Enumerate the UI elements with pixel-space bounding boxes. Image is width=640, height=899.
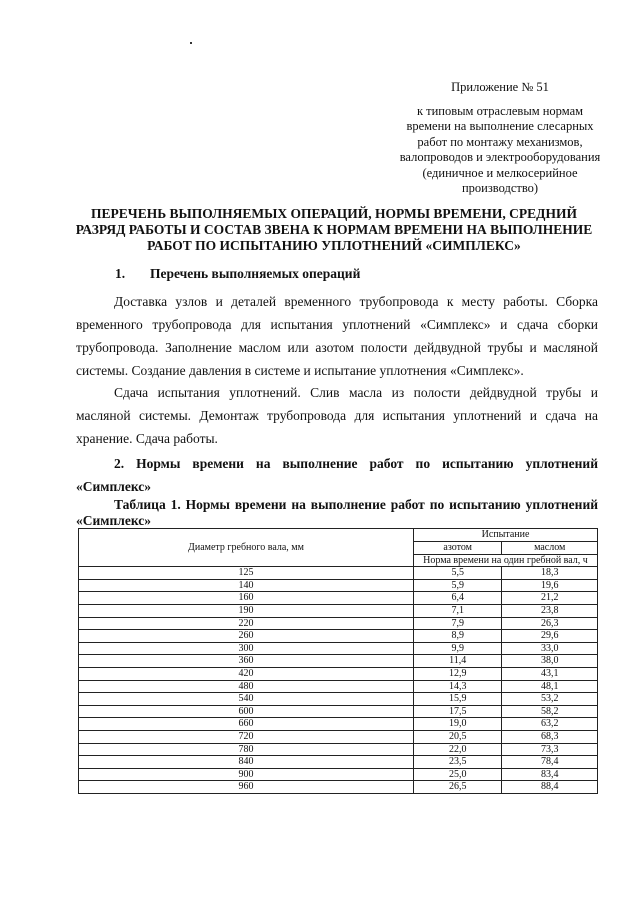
cell-diameter: 140 <box>79 579 414 592</box>
header-norm: Норма времени на один гребной вал, ч <box>414 554 598 567</box>
cell-oil: 26,3 <box>502 617 598 630</box>
cell-nitrogen: 20,5 <box>414 730 502 743</box>
header-nitrogen: азотом <box>414 542 502 555</box>
cell-oil: 18,3 <box>502 567 598 580</box>
cell-nitrogen: 6,4 <box>414 592 502 605</box>
cell-nitrogen: 23,5 <box>414 756 502 769</box>
table-row <box>79 604 598 617</box>
header-oil: маслом <box>502 542 598 555</box>
cell-oil: 21,2 <box>502 592 598 605</box>
table-row <box>79 655 598 668</box>
table-row <box>79 693 598 706</box>
cell-oil: 38,0 <box>502 655 598 668</box>
cell-nitrogen: 19,0 <box>414 718 502 731</box>
title-line: РАЗРЯД РАБОТЫ И СОСТАВ ЗВЕНА К НОРМАМ ВРЕМЕНИ НА ВЫПОЛНЕНИЕ <box>75 222 593 237</box>
table-row <box>79 680 598 693</box>
cell-diameter: 260 <box>79 630 414 643</box>
cell-diameter: 960 <box>79 781 414 794</box>
cell-oil: 78,4 <box>502 756 598 769</box>
title-line: ПЕРЕЧЕНЬ ВЫПОЛНЯЕМЫХ ОПЕРАЦИЙ, НОРМЫ ВРЕМЕНИ, СРЕДНИЙ <box>91 206 577 221</box>
cell-nitrogen: 26,5 <box>414 781 502 794</box>
cell-oil: 29,6 <box>502 630 598 643</box>
cell-diameter: 220 <box>79 617 414 630</box>
appendix-line: работ по монтажу механизмов, <box>417 134 583 149</box>
scan-speck <box>190 42 192 44</box>
appendix-line: к типовым отраслевым нормам <box>416 103 584 118</box>
cell-oil: 58,2 <box>502 705 598 718</box>
section1-heading: Перечень выполняемых операций <box>150 266 361 281</box>
cell-diameter: 190 <box>79 604 414 617</box>
appendix-line: (единичное и мелкосерийное <box>422 165 578 180</box>
table-row <box>79 743 598 756</box>
table-row <box>79 667 598 680</box>
cell-nitrogen: 7,1 <box>414 604 502 617</box>
cell-diameter: 360 <box>79 655 414 668</box>
appendix-line: времени на выполнение слесарных <box>406 119 594 133</box>
cell-nitrogen: 11,4 <box>414 655 502 668</box>
cell-nitrogen: 12,9 <box>414 667 502 680</box>
appendix-line: производство) <box>461 181 539 195</box>
section2-heading: 2. Нормы времени на выполнение работ по испытанию уплотнений «Симплекс» <box>76 456 598 494</box>
table-row <box>79 756 598 769</box>
cell-nitrogen: 22,0 <box>414 743 502 756</box>
appendix-line: валопроводов и электрооборудования <box>399 150 601 164</box>
appendix-block <box>395 80 605 197</box>
cell-oil: 23,8 <box>502 604 598 617</box>
cell-oil: 68,3 <box>502 730 598 743</box>
cell-oil: 43,1 <box>502 667 598 680</box>
cell-oil: 88,4 <box>502 781 598 794</box>
cell-diameter: 420 <box>79 667 414 680</box>
document-title <box>70 206 598 254</box>
header-diameter: Диаметр гребного вала, мм <box>79 529 414 567</box>
cell-diameter: 300 <box>79 642 414 655</box>
appendix-number: Приложение № 51 <box>451 80 549 94</box>
table-row <box>79 592 598 605</box>
cell-nitrogen: 8,9 <box>414 630 502 643</box>
cell-diameter: 125 <box>79 567 414 580</box>
section1-paragraph-2: Сдача испытания уплотнений. Слив масла из полости дейдвудной трубы и масляной системы. Демонтаж трубопровода для испытания уплотнений и сдача на хранение. Сдача работы. <box>76 385 598 446</box>
header-test: Испытание <box>414 529 598 542</box>
cell-oil: 53,2 <box>502 693 598 706</box>
cell-diameter: 480 <box>79 680 414 693</box>
cell-oil: 73,3 <box>502 743 598 756</box>
cell-oil: 19,6 <box>502 579 598 592</box>
cell-nitrogen: 7,9 <box>414 617 502 630</box>
cell-nitrogen: 5,9 <box>414 579 502 592</box>
cell-nitrogen: 15,9 <box>414 693 502 706</box>
cell-nitrogen: 14,3 <box>414 680 502 693</box>
cell-oil: 63,2 <box>502 718 598 731</box>
cell-diameter: 160 <box>79 592 414 605</box>
cell-diameter: 840 <box>79 756 414 769</box>
title-line: РАБОТ ПО ИСПЫТАНИЮ УПЛОТНЕНИЙ «СИМПЛЕКС» <box>147 238 521 253</box>
cell-oil: 33,0 <box>502 642 598 655</box>
cell-diameter: 720 <box>79 730 414 743</box>
norms-table <box>78 528 598 794</box>
table-row <box>79 718 598 731</box>
table-row <box>79 579 598 592</box>
cell-nitrogen: 25,0 <box>414 768 502 781</box>
cell-diameter: 780 <box>79 743 414 756</box>
cell-diameter: 660 <box>79 718 414 731</box>
cell-oil: 83,4 <box>502 768 598 781</box>
table-row <box>79 768 598 781</box>
cell-oil: 48,1 <box>502 680 598 693</box>
cell-diameter: 540 <box>79 693 414 706</box>
cell-nitrogen: 5,5 <box>414 567 502 580</box>
cell-nitrogen: 17,5 <box>414 705 502 718</box>
table-row <box>79 617 598 630</box>
table-row <box>79 642 598 655</box>
table-row <box>79 567 598 580</box>
table-row <box>79 630 598 643</box>
section1-number: 1. <box>115 266 126 281</box>
table-row <box>79 705 598 718</box>
table-caption: Таблица 1. Нормы времени на выполнение работ по испытанию уплотнений «Симплекс» <box>76 497 598 528</box>
cell-nitrogen: 9,9 <box>414 642 502 655</box>
table-row <box>79 730 598 743</box>
cell-diameter: 900 <box>79 768 414 781</box>
cell-diameter: 600 <box>79 705 414 718</box>
section1-paragraph-1: Доставка узлов и деталей временного трубопровода к месту работы. Сборка временного трубопровода для испытания уплотнений «Симплекс» и сдача сборки трубопровода. Заполнение маслом или азотом полости дейдвудной трубы и масляной системы. Создание давления в системе и испытание уплотнения «Симплекс». <box>76 294 598 378</box>
table-row <box>79 781 598 794</box>
